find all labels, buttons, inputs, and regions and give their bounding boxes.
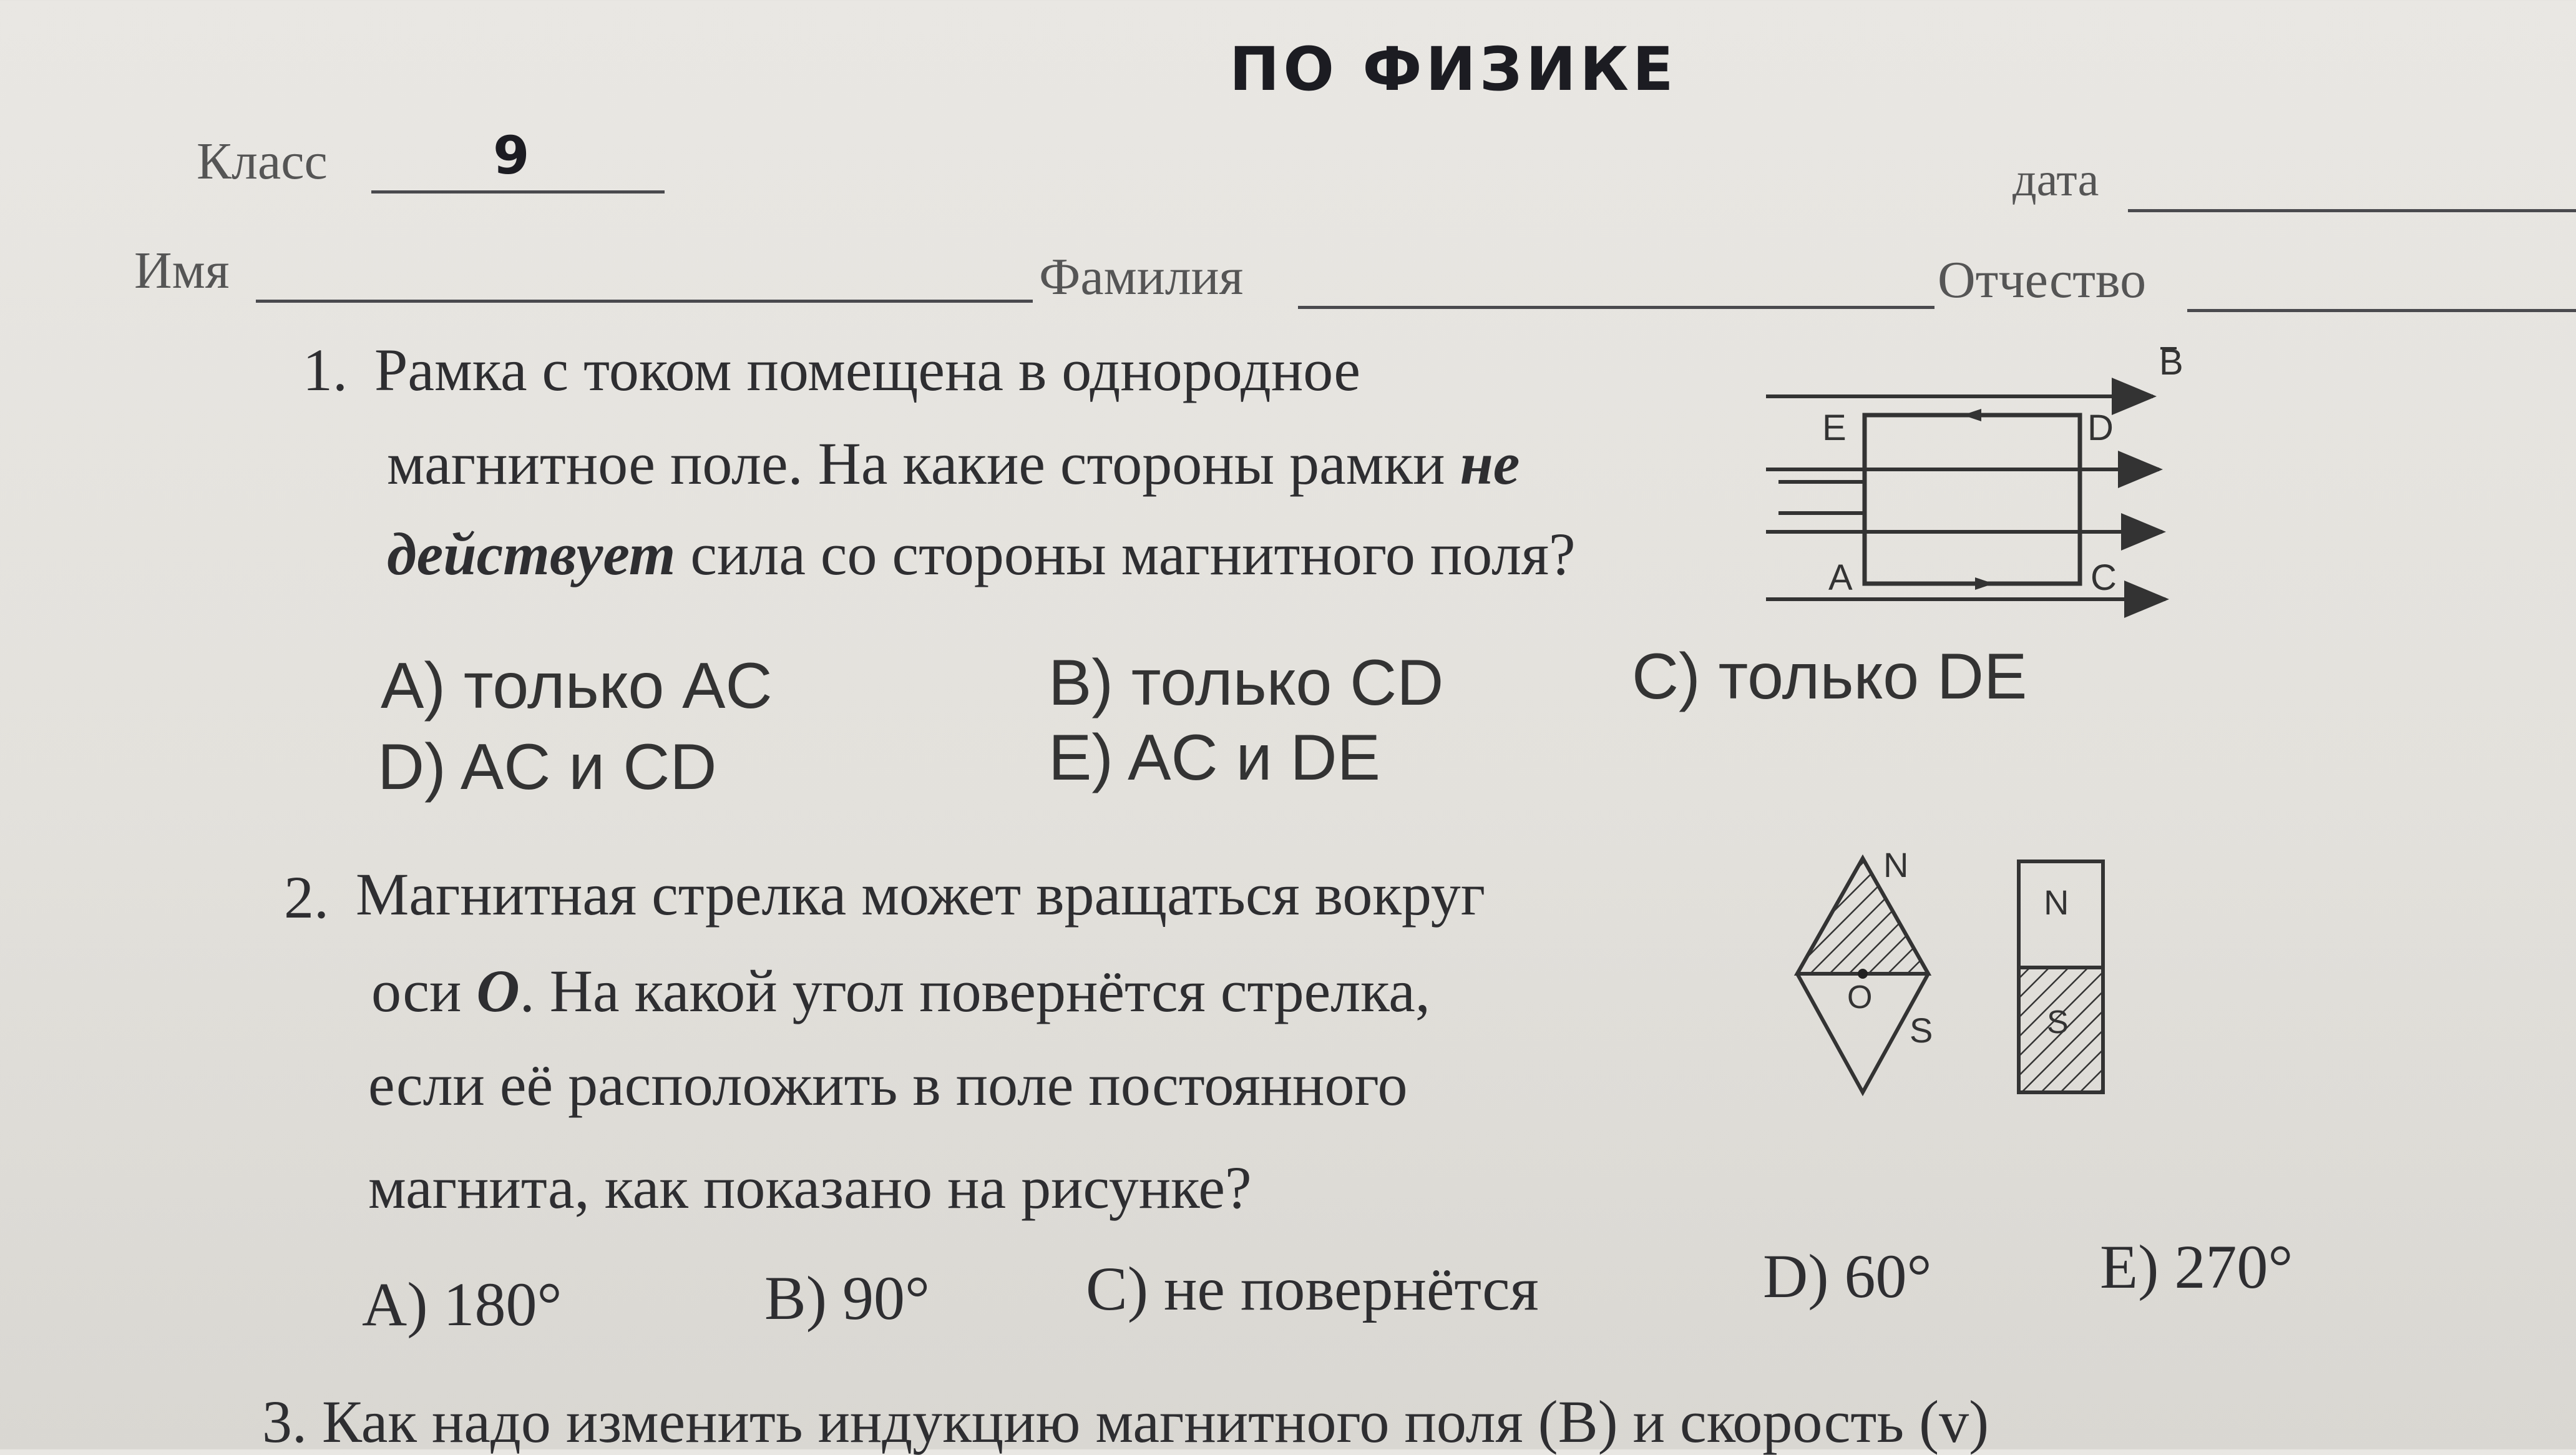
q2-line1: Магнитная стрелка может вращаться вокруг (356, 861, 1486, 928)
surname-label: Фамилия (1039, 248, 1244, 306)
surname-line[interactable] (1298, 306, 1934, 309)
b-label: B (2159, 342, 2183, 383)
name-line[interactable] (256, 300, 1033, 303)
q1-answer-e[interactable]: E) AC и DE (1048, 722, 1380, 794)
q2-line3: если её расположить в поле постоянного (368, 1051, 1408, 1118)
q2-answer-d[interactable]: D) 60° (1763, 1242, 1932, 1311)
axis-o-label: O (1847, 979, 1873, 1016)
q1-answer-d[interactable]: D) AC и CD (378, 731, 717, 803)
magnet-n-label: N (2044, 883, 2069, 922)
q1-line1: Рамка с током помещена в однородное (374, 336, 1360, 403)
q1-frame-figure (1760, 337, 2197, 624)
current-frame (1865, 415, 2080, 584)
corner-c: C (2091, 557, 2117, 598)
date-line[interactable] (2128, 209, 2576, 212)
patronymic-label: Отчество (1938, 251, 2147, 309)
class-line (371, 190, 665, 194)
corner-a: A (1828, 557, 1853, 598)
q2-line4: магнита, как показано на рисунке? (368, 1154, 1252, 1221)
subject-title: ПО ФИЗИКЕ (1229, 34, 1677, 104)
magnet-s-label: S (2047, 1004, 2069, 1041)
q2-answer-c[interactable]: C) не повернётся (1086, 1254, 1539, 1323)
q1-answer-a[interactable]: A) только AC (381, 650, 773, 722)
q2-line2: оси О. На какой угол повернётся стрелка, (371, 958, 1430, 1024)
q3-line1: 3. Как надо изменить индукцию магнитного поля (B) и скорость (v) (262, 1388, 1989, 1455)
current-arrow-top (1963, 409, 1981, 421)
q2-needle-magnet-figure (1785, 843, 2134, 1105)
patronymic-line[interactable] (2187, 309, 2576, 312)
q1-number: 1. (303, 336, 348, 403)
q1-line2: магнитное поле. На какие стороны рамки не (387, 430, 1520, 497)
axis-point (1858, 969, 1868, 979)
date-label: дата (2012, 154, 2099, 206)
q1-answer-c[interactable]: C) только DE (1632, 640, 2027, 713)
q2-answer-a[interactable]: A) 180° (362, 1270, 562, 1339)
current-arrow-bottom (1975, 577, 1994, 590)
needle-n-label: N (1883, 845, 1909, 884)
needle-north-half (1797, 858, 1928, 974)
q2-answer-b[interactable]: B) 90° (764, 1263, 930, 1333)
q1-line3: действует сила со стороны магнитного поля? (387, 521, 1576, 587)
q1-answer-b[interactable]: B) только CD (1048, 647, 1444, 719)
corner-e: E (1822, 408, 1847, 448)
q2-number: 2. (284, 864, 329, 931)
class-label: Класс (197, 132, 328, 190)
class-value[interactable]: 9 (493, 125, 530, 186)
q2-answer-e[interactable]: E) 270° (2100, 1232, 2293, 1301)
name-label: Имя (134, 242, 230, 300)
needle-s-label: S (1910, 1011, 1933, 1050)
corner-d: D (2087, 408, 2114, 448)
